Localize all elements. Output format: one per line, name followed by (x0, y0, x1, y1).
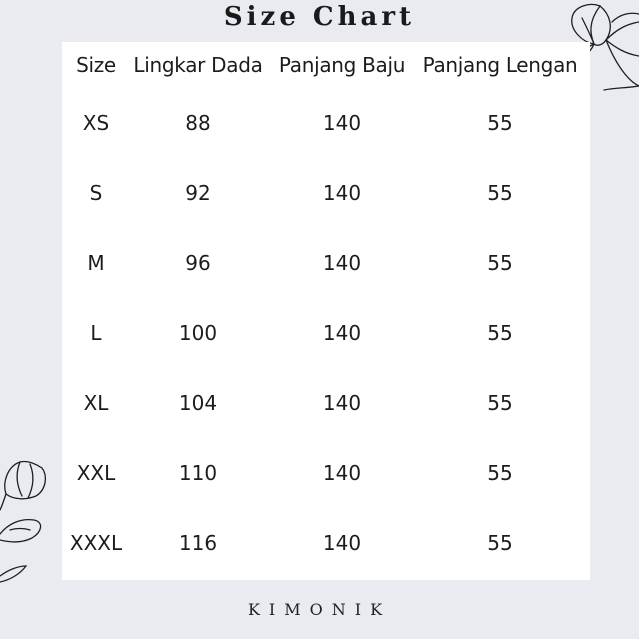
cell-size: XXL (76, 461, 116, 485)
cell-panjang-lengan: 55 (487, 461, 513, 485)
cell-panjang-baju: 140 (322, 461, 362, 485)
cell-panjang-lengan: 55 (487, 531, 513, 555)
cell-panjang-baju: 140 (322, 111, 362, 135)
cell-lingkar-dada: 96 (185, 251, 211, 275)
cell-lingkar-dada: 92 (185, 181, 211, 205)
brand-name: KIMONIK (247, 600, 392, 619)
cell-lingkar-dada: 100 (178, 321, 218, 345)
cell-panjang-baju: 140 (322, 321, 362, 345)
cell-size: XS (82, 111, 110, 135)
table-row (68, 228, 588, 298)
table-row (68, 438, 588, 508)
table-row (68, 158, 588, 228)
cell-panjang-baju: 140 (322, 391, 362, 415)
cell-size: XL (83, 391, 109, 415)
table-row (68, 508, 588, 578)
table-row (68, 88, 588, 158)
table-row (68, 298, 588, 368)
table-row (68, 368, 588, 438)
cell-panjang-lengan: 55 (487, 391, 513, 415)
cell-panjang-lengan: 55 (487, 181, 513, 205)
cell-size: S (89, 181, 103, 205)
table-header-row (68, 42, 588, 88)
page-title: Size Chart (223, 2, 416, 32)
header-panjang-lengan: Panjang Lengan (422, 53, 578, 77)
cell-size: L (90, 321, 102, 345)
cell-panjang-lengan: 55 (487, 111, 513, 135)
cell-panjang-baju: 140 (322, 251, 362, 275)
cell-lingkar-dada: 104 (178, 391, 218, 415)
cell-panjang-lengan: 55 (487, 321, 513, 345)
cell-panjang-lengan: 55 (487, 251, 513, 275)
size-chart-table (68, 42, 588, 578)
cell-size: XXXL (69, 531, 123, 555)
cell-lingkar-dada: 110 (178, 461, 218, 485)
cell-panjang-baju: 140 (322, 531, 362, 555)
header-lingkar-dada: Lingkar Dada (133, 53, 263, 77)
header-panjang-baju: Panjang Baju (278, 53, 406, 77)
cell-lingkar-dada: 88 (185, 111, 211, 135)
cell-panjang-baju: 140 (322, 181, 362, 205)
size-chart-card (62, 42, 590, 580)
cell-size: M (87, 251, 105, 275)
tulip-line-art-icon (0, 450, 52, 590)
cell-lingkar-dada: 116 (178, 531, 218, 555)
header-size: Size (76, 53, 116, 77)
